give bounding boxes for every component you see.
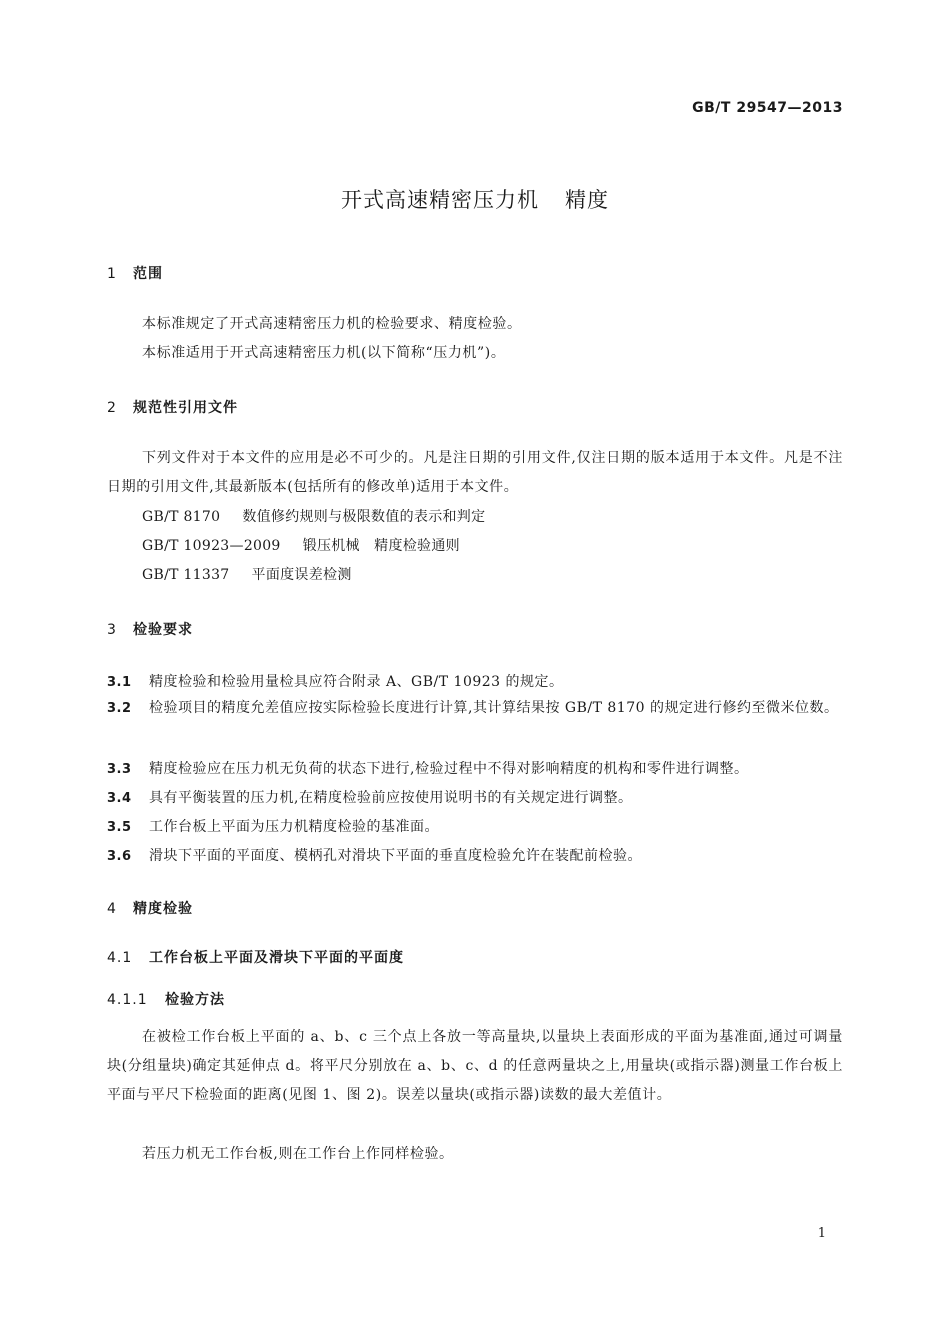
section-2-intro: 下列文件对于本文件的应用是必不可少的。凡是注日期的引用文件,仅注日期的版本适用于本文件。凡是不注日期的引用文件,其最新版本(包括所有的修改单)适用于本文件。 [107,450,843,495]
title-sub: 精度 [565,188,609,212]
reference-code: GB/T 11337 [142,567,230,583]
clause-text: 检验项目的精度允差值应按实际检验长度进行计算,其计算结果按 GB/T 8170 的规定进行修约至微米位数。 [149,700,839,716]
section-4-heading [107,898,193,918]
section-title: 检验要求 [133,622,193,638]
section-4-paragraph-2: 若压力机无工作台板,则在工作台上作同样检验。 [142,1146,454,1162]
section-title: 规范性引用文件 [133,400,238,416]
subsection-title: 工作台板上平面及滑块下平面的平面度 [149,950,404,966]
section-title: 精度检验 [133,901,193,917]
subsection-number: 4.1 [107,950,133,966]
reference-code: GB/T 8170 [142,509,221,525]
section-title: 范围 [133,266,163,282]
section-1-paragraph-1: 本标准规定了开式高速精密压力机的检验要求、精度检验。 [142,316,522,332]
clause-number: 3.6 [107,849,132,864]
section-2-heading [107,397,238,417]
section-number: 1 [107,266,117,282]
clause-number: 3.5 [107,820,132,835]
clause-number: 3.4 [107,791,132,806]
clause-text: 工作台板上平面为压力机精度检验的基准面。 [149,819,439,835]
section-4-paragraph-1: 在被检工作台板上平面的 a、b、c 三个点上各放一等高量块,以量块上表面形成的平面为基准面,通过可调量块(分组量块)确定其延伸点 d。将平尺分别放在 a、b、c、d 的任意两量块之上,用量块(或指示器)测量工作台板上平面与平尺下检验面的距离(见图 1、图 2)。误差以量块(或指示器)读数的最大差值计。 [107,1029,843,1103]
subsection-4-1-heading [107,947,404,967]
clause-text: 滑块下平面的平面度、模柄孔对滑块下平面的垂直度检验允许在装配前检验。 [149,848,642,864]
section-number: 4 [107,901,117,917]
clause-item [107,845,642,865]
reference-item [142,506,485,526]
page-number: 1 [817,1226,826,1241]
clause-item [107,787,632,807]
reference-code: GB/T 10923—2009 [142,538,281,554]
clause-text: 精度检验应在压力机无负荷的状态下进行,检验过程中不得对影响精度的机构和零件进行调整。 [149,761,749,777]
section-1-heading [107,263,163,283]
clause-item [107,816,439,836]
section-3-heading [107,619,193,639]
clause-number: 3.1 [107,675,132,690]
subsection-4-1-1-heading [107,989,225,1009]
clause-number: 3.2 [107,701,132,716]
subsection-number: 4.1.1 [107,992,148,1008]
page-title [0,184,950,214]
clause-item [107,671,564,691]
standard-code: GB/T 29547—2013 [692,100,843,116]
section-number: 3 [107,622,117,638]
clause-item [107,694,843,723]
reference-title: 锻压机械 精度检验通则 [302,538,460,554]
reference-title: 数值修约规则与极限数值的表示和判定 [242,509,486,525]
reference-item [142,535,460,555]
section-number: 2 [107,400,117,416]
title-main: 开式高速精密压力机 [341,188,539,212]
clause-text: 精度检验和检验用量检具应符合附录 A、GB/T 10923 的规定。 [149,674,564,690]
section-1-paragraph-2: 本标准适用于开式高速精密压力机(以下简称“压力机”)。 [142,345,506,361]
clause-item [107,758,748,778]
reference-item [142,564,352,584]
clause-number: 3.3 [107,762,132,777]
reference-title: 平面度误差检测 [251,567,352,583]
clause-text: 具有平衡装置的压力机,在精度检验前应按使用说明书的有关规定进行调整。 [149,790,633,806]
subsection-title: 检验方法 [165,992,225,1008]
